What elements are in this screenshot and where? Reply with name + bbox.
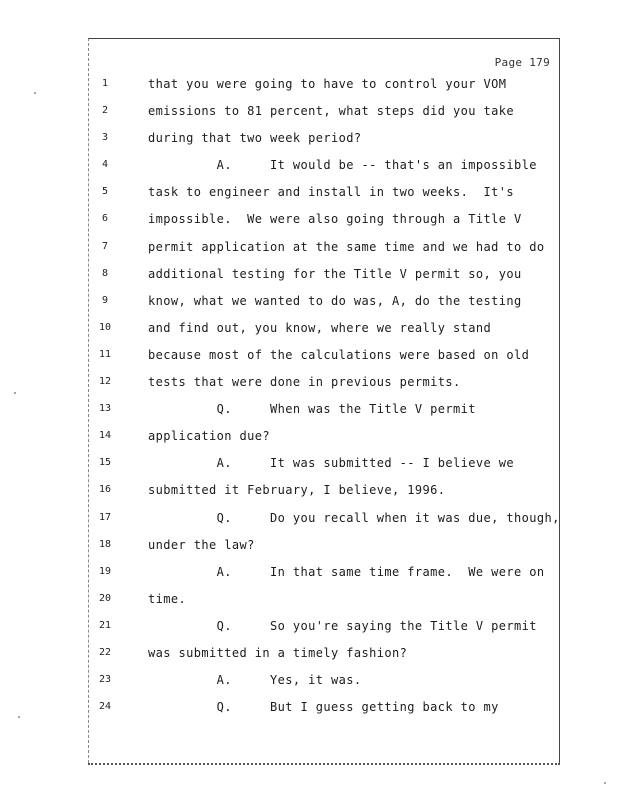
transcript-line: and find out, you know, where we really stand (148, 320, 492, 335)
line-number: 21 (98, 619, 112, 631)
transcript-line: task to engineer and install in two weeks. It's (148, 185, 514, 200)
transcript-line: impossible. We were also going through a Title V (148, 212, 522, 227)
bottom-rule (88, 763, 560, 765)
line-number: 10 (98, 321, 112, 333)
line-number: 13 (98, 403, 112, 415)
line-number: 6 (101, 213, 109, 225)
transcript-line: application due? (148, 429, 270, 444)
line-number: 2 (101, 105, 109, 117)
transcript-line: time. (148, 591, 187, 606)
transcript-line: Q. But I guess getting back to my (148, 700, 499, 715)
line-number: 4 (101, 159, 109, 171)
transcript-line: know, what we wanted to do was, A, do the testing (148, 293, 522, 308)
line-number: 16 (98, 484, 112, 496)
transcript-line: tests that were done in previous permits. (148, 375, 461, 390)
line-number: 8 (101, 267, 109, 279)
transcript-line: that you were going to have to control your VOM (148, 77, 507, 91)
page-number: Page 179 (494, 56, 550, 69)
line-number: 7 (101, 240, 109, 252)
line-number: 1 (101, 78, 109, 89)
scan-speck (18, 716, 20, 718)
line-number: 19 (98, 565, 112, 577)
transcript-line: was submitted in a timely fashion? (148, 645, 408, 660)
scan-speck (34, 92, 36, 94)
transcript-line: Q. When was the Title V permit (148, 402, 476, 417)
line-number: 18 (98, 538, 112, 550)
line-number: 12 (98, 376, 112, 388)
transcript-line: additional testing for the Title V permit so, you (148, 266, 522, 281)
line-number-column (88, 75, 122, 725)
transcript-line: permit application at the same time and we had to do (148, 239, 545, 254)
line-number: 22 (98, 646, 112, 658)
line-number: 23 (98, 674, 112, 686)
transcript-line: during that two week period? (148, 131, 362, 146)
transcript-line: Q. Do you recall when it was due, though, (148, 510, 560, 525)
line-number: 17 (98, 511, 112, 523)
line-number: 20 (98, 592, 112, 604)
line-number: 15 (98, 457, 112, 469)
line-number: 9 (101, 294, 109, 306)
transcript-line: emissions to 81 percent, what steps did you take (148, 104, 514, 119)
line-number: 3 (101, 132, 109, 144)
line-number: 11 (98, 348, 112, 360)
transcript-line: A. In that same time frame. We were on (148, 564, 545, 579)
transcript-line: A. It would be -- that's an impossible (148, 158, 537, 173)
transcript-line: A. Yes, it was. (148, 673, 362, 688)
transcript-line: Q. So you're saying the Title V permit (148, 618, 537, 633)
transcript-line: A. It was submitted -- I believe we (148, 456, 514, 471)
line-number: 14 (98, 430, 112, 442)
transcript-line: under the law? (148, 537, 255, 552)
transcript-line: because most of the calculations were based on old (148, 347, 530, 362)
line-number: 5 (101, 186, 109, 198)
transcript-text (148, 75, 558, 725)
transcript-line: submitted it February, I believe, 1996. (148, 483, 446, 498)
scan-speck (604, 782, 606, 784)
line-number: 24 (98, 701, 112, 713)
scan-speck (14, 392, 16, 394)
